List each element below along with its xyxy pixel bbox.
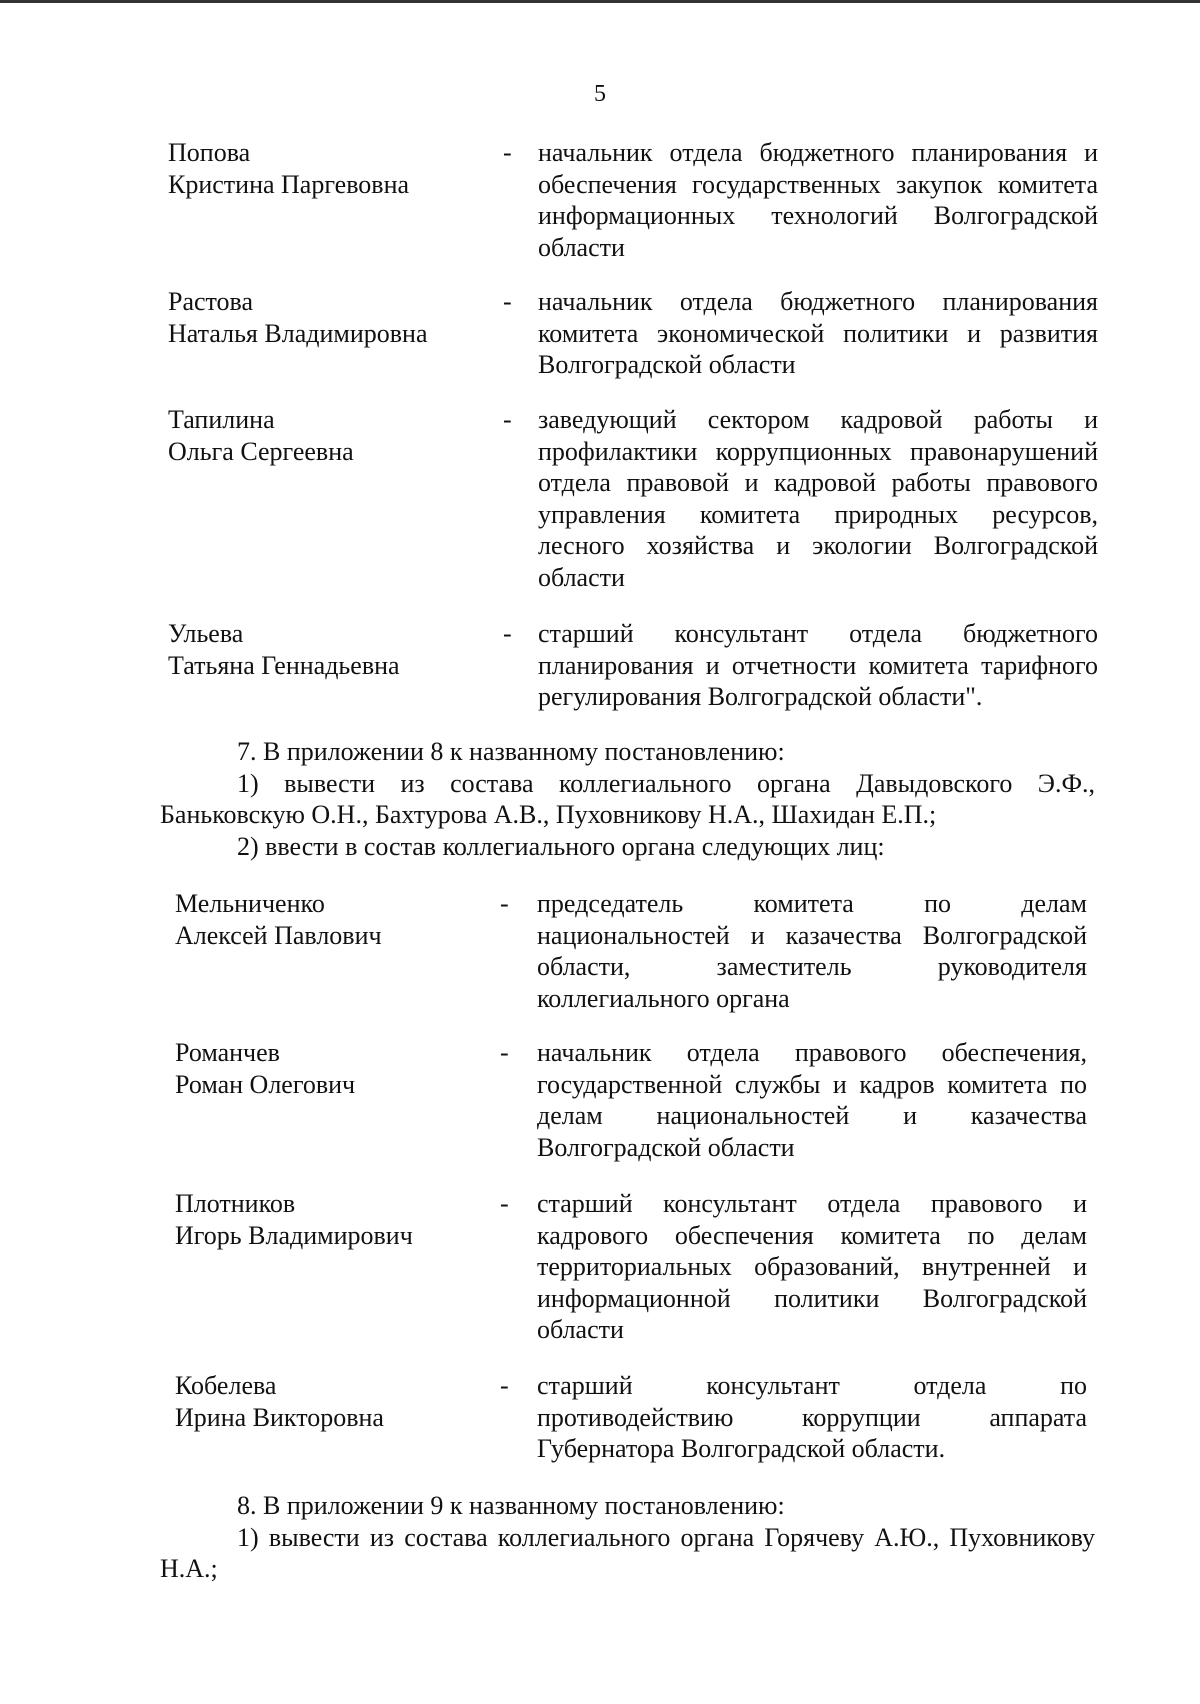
member-surname: Плотников — [175, 1189, 296, 1218]
section-8-heading: 8. В приложении 9 к названному постановлению: — [237, 1491, 785, 1520]
entry-dash: - — [500, 889, 509, 918]
entry-dash: - — [503, 619, 512, 648]
section-7-item-1: 1) вывести из состава коллегиального органа Давыдовского Э.Ф., Баньковскую О.Н., Бахтурова А.В., Пуховникову Н.А., Шахидан Е.П.; — [160, 768, 1095, 829]
entry-dash: - — [500, 1189, 509, 1218]
section-7 — [160, 736, 1095, 862]
entry-dash: - — [503, 405, 512, 434]
member-surname: Романчев — [175, 1038, 280, 1067]
member-name — [168, 404, 498, 467]
member-position: старший консультант отдела бюджетного планирования и отчетности комитета тарифного регулирования Волгоградской области". — [538, 619, 1098, 711]
member-given-names: Игорь Владимирович — [175, 1220, 413, 1250]
member-surname: Растова — [168, 287, 254, 316]
section-8 — [160, 1490, 1095, 1585]
page-number: 5 — [594, 81, 606, 107]
member-surname: Мельниченко — [175, 889, 325, 918]
member-position: начальник отдела бюджетного планирования и обеспечения государственных закупок комитета информационных технологий Волгоградской области — [538, 138, 1098, 262]
member-name — [168, 137, 498, 200]
member-position: начальник отдела правового обеспечения, государственной службы и кадров комитета по делам национальностей и казачества Волгоградской области — [537, 1038, 1087, 1162]
member-position: председатель комитета по делам национальностей и казачества Волгоградской области, заместитель руководителя коллегиального органа — [537, 889, 1087, 1013]
member-name — [168, 618, 498, 681]
member-surname: Ульева — [168, 619, 244, 648]
member-given-names: Роман Олегович — [175, 1069, 356, 1099]
member-position: старший консультант отдела по противодействию коррупции аппарата Губернатора Волгоградской области. — [537, 1371, 1087, 1463]
member-position: заведующий сектором кадровой работы и профилактики коррупционных правонарушений отдела правовой и кадровой работы правового управления комитета природных ресурсов, лесного хозяйства и экологии Волгоградской области — [538, 405, 1098, 592]
member-given-names: Ольга Сергеевна — [168, 436, 354, 466]
entry-dash: - — [500, 1371, 509, 1400]
member-position: начальник отдела бюджетного планирования комитета экономической политики и развития Волгоградской области — [538, 287, 1098, 379]
section-8-item-1: 1) вывести из состава коллегиального органа Горячеву А.Ю., Пуховникову Н.А.; — [160, 1522, 1095, 1583]
member-given-names: Ирина Викторовна — [175, 1402, 384, 1432]
entry-dash: - — [503, 287, 512, 316]
member-given-names: Татьяна Геннадьевна — [168, 650, 400, 680]
member-position: старший консультант отдела правового и кадрового обеспечения комитета по делам территориальных образований, внутренней и информационной политики Волгоградской области — [537, 1189, 1087, 1344]
member-name — [175, 888, 505, 951]
member-given-names: Наталья Владимировна — [168, 318, 428, 348]
member-surname: Попова — [168, 138, 251, 167]
member-name — [175, 1370, 505, 1433]
section-7-heading: 7. В приложении 8 к названному постановлению: — [237, 737, 785, 766]
member-surname: Тапилина — [168, 405, 275, 434]
member-given-names: Кристина Паргевовна — [168, 169, 410, 199]
entry-dash: - — [503, 138, 512, 167]
section-7-item-2: 2) ввести в состав коллегиального органа следующих лиц: — [237, 831, 885, 861]
member-surname: Кобелева — [175, 1371, 277, 1400]
member-name — [175, 1188, 505, 1251]
scan-top-edge — [0, 0, 1200, 3]
member-name — [175, 1037, 505, 1100]
member-given-names: Алексей Павлович — [175, 920, 382, 950]
entry-dash: - — [500, 1038, 509, 1067]
member-name — [168, 286, 498, 349]
